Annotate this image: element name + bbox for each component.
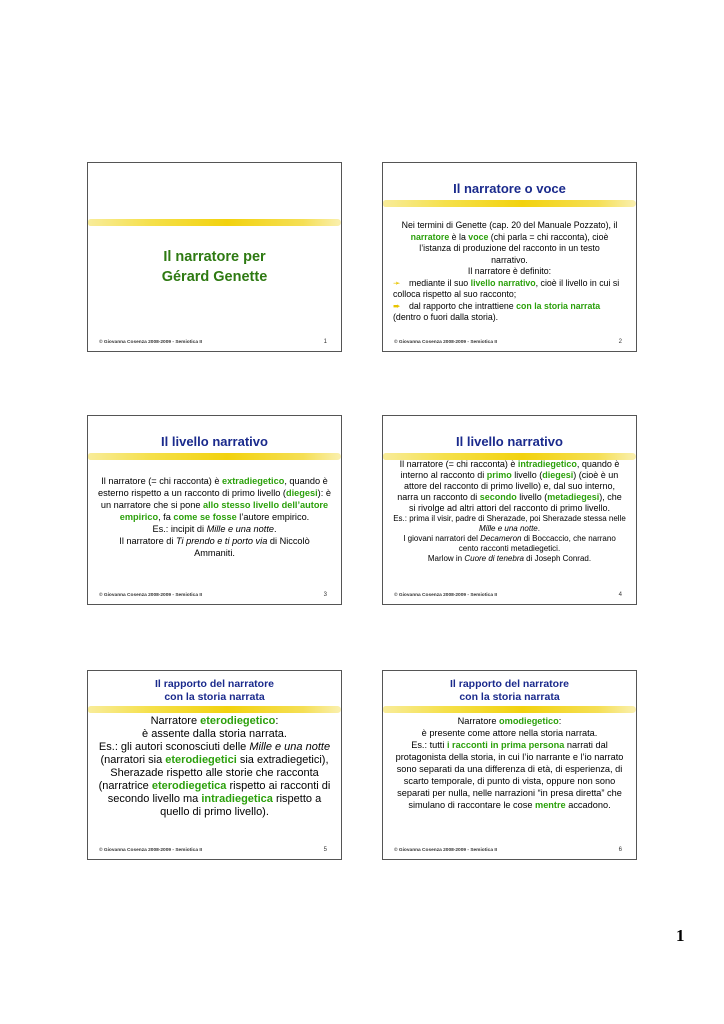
title-line-1: Il narratore per <box>163 249 266 265</box>
yellow-brush-stroke <box>88 219 341 226</box>
paragraph: Nei termini di Genette (cap. 20 del Manuale Pozzato), il narratore è la voce (chi parla = chi racconta), cioè l’istanza di produzione del racconto in un testo narrativo. <box>401 220 618 265</box>
slide-body <box>98 475 331 559</box>
slide-title: Il narratore o voce <box>453 181 566 196</box>
slide-title: Il rapporto del narratore con la storia narrata <box>449 678 570 703</box>
slide-body <box>393 715 626 811</box>
slide-5 <box>87 670 342 860</box>
yellow-brush-stroke <box>88 453 341 460</box>
arrow-bullet-icon: ➨ <box>393 300 401 311</box>
yellow-brush-stroke <box>383 706 636 713</box>
paragraph: Il narratore (= chi racconta) è extradiegetico, quando è esterno rispetto a un racconto di primo livello (diegesi): è un narratore che si pone allo stesso livello dell’autore empirico, fa come se fosse l’autore empirico. <box>98 476 331 522</box>
paragraph: è presente come attore nella storia narrata. <box>421 728 598 738</box>
slide-number: 4 <box>618 592 622 598</box>
paragraph: è assente dalla storia narrata. <box>142 728 287 740</box>
slide-number: 2 <box>618 339 622 345</box>
yellow-brush-stroke <box>88 706 341 713</box>
bullet-item: ➨ dal rapporto che intrattiene con la storia narrata (dentro o fuori dalla storia). <box>393 300 601 322</box>
bullet-item: ➛ mediante il suo livello narrativo, cioè il livello in cui si colloca rispetto al suo racconto; <box>393 277 620 299</box>
paragraph: I giovani narratori del Decameron di Boccaccio, che narrano cento racconti metadiegetici. <box>403 534 616 553</box>
slide-body <box>393 459 626 564</box>
paragraph: Il narratore (= chi racconta) è intradiegetico, quando è interno al racconto di primo livello (diegesi) (cioè è un attore del racconto di primo livello) e, dal suo interno, narra un racconto di secondo livello (metadiegesi), che si rivolge ad altri attori del racconto di primo livello. <box>397 459 622 513</box>
slide-1 <box>87 162 342 352</box>
yellow-brush-stroke <box>383 200 636 207</box>
page-number: 1 <box>676 926 685 945</box>
paragraph: Narratore omodiegetico: <box>457 716 562 726</box>
slide-footer: © Giovanna Cosenza 2008-2009 - Semiotica II <box>394 848 497 853</box>
title-line-2: Gérard Genette <box>161 269 268 285</box>
slide-footer: © Giovanna Cosenza 2008-2009 - Semiotica II <box>394 593 497 598</box>
slide-title: Il livello narrativo <box>161 434 268 449</box>
slide-number: 5 <box>323 847 327 853</box>
paragraph: Es.: prima il visir, padre di Sherazade, poi Sherazade stessa nelle Mille e una notte. <box>393 514 626 533</box>
slide-footer: © Giovanna Cosenza 2008-2009 - Semiotica II <box>99 593 202 598</box>
slide-4 <box>382 415 637 605</box>
slide-3 <box>87 415 342 605</box>
paragraph: Es.: gli autori sconosciuti delle Mille e una notte (narratori sia eterodiegetici sia extradiegetici), Sherazade rispetto alle storie che racconta (narratrice eterodiegetica rispetto ai racconti di secondo livello ma intradiegetica rispetto a quello di primo livello). <box>98 741 331 818</box>
slide-6 <box>382 670 637 860</box>
slide-title: Il rapporto del narratore con la storia narrata <box>154 678 275 703</box>
slide-number: 3 <box>323 592 327 598</box>
paragraph: Marlow in Cuore di tenebra di Joseph Conrad. <box>427 554 592 563</box>
paragraph: Narratore eterodiegetico: <box>150 715 279 727</box>
slide-footer: © Giovanna Cosenza 2008-2009 - Semiotica II <box>99 848 202 853</box>
slide-title: Il livello narrativo <box>456 434 563 449</box>
slide-number: 6 <box>618 847 622 853</box>
slide-body <box>96 715 333 819</box>
slide-2 <box>382 162 637 352</box>
paragraph: Il narratore è definito: <box>467 266 552 276</box>
slide-body <box>393 220 626 324</box>
arrow-bullet-icon: ➛ <box>393 277 401 288</box>
slide-number: 1 <box>323 339 327 345</box>
slide-title <box>88 247 341 287</box>
slide-footer: © Giovanna Cosenza 2008-2009 - Semiotica II <box>99 340 202 345</box>
paragraph: Il narratore di Ti prendo e ti porto via di Niccolò Ammaniti. <box>119 536 310 558</box>
slide-footer: © Giovanna Cosenza 2008-2009 - Semiotica II <box>394 340 497 345</box>
paragraph: Es.: tutti i racconti in prima persona narrati dal protagonista della storia, in cui l’io narrante e l’io narrato sono separati da una differenza di età, di esperienza, di scarto temporale, di punto di vista, oppure non sono separati per nulla, nelle narrazioni “in presa diretta” che simulano di raccontare le cose mentre accadono. <box>395 740 624 810</box>
paragraph: Es.: incipit di Mille e una notte. <box>152 524 277 534</box>
